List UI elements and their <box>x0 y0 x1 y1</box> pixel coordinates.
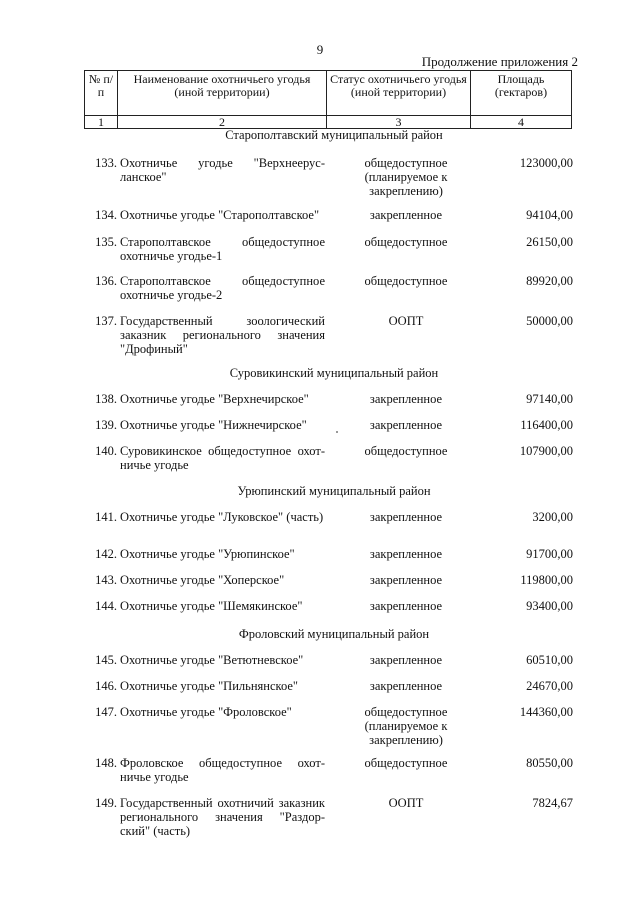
row-status: общедоступное (планируемое к закреплению) <box>364 156 448 198</box>
row-number: 149. <box>95 796 117 810</box>
row-name: Охотничье угодье "Нижнечирское" <box>120 418 307 432</box>
row-area: 107900,00 <box>519 444 573 458</box>
row-number: 142. <box>95 547 117 561</box>
row-status: ООПТ <box>388 314 424 328</box>
row-name: Государственный охотничий заказник регионального значения "Раздор-ский" (часть) <box>120 796 325 838</box>
row-name: Охотничье угодье "Верхнеерус-ланское" <box>120 156 325 184</box>
district-heading: Старополтавский муниципальный район <box>225 128 443 142</box>
row-area: 89920,00 <box>526 274 573 288</box>
row-name: Суровикинское общедоступное охот-ничье угодье <box>120 444 325 472</box>
row-status: общедоступное <box>364 274 448 288</box>
row-status: общедоступное <box>364 756 448 770</box>
row-area: 123000,00 <box>519 156 573 170</box>
row-area: 97140,00 <box>526 392 573 406</box>
row-status: закрепленное <box>369 418 443 432</box>
row-name: Охотничье угодье "Пильнянское" <box>120 679 299 693</box>
row-name: Старополтавское общедоступное охотничье угодье-1 <box>120 235 325 263</box>
row-status: закрепленное <box>369 679 443 693</box>
row-area: 50000,00 <box>526 314 573 328</box>
row-status: закрепленное <box>369 510 443 524</box>
row-area: 7824,67 <box>532 796 573 810</box>
row-area: 93400,00 <box>526 599 573 613</box>
header-col-index-3: 3 <box>327 116 471 129</box>
row-name: Старополтавское общедоступное охотничье угодье-2 <box>120 274 325 302</box>
district-heading: Урюпинский муниципальный район <box>237 484 431 498</box>
header-col-index-2: 2 <box>118 116 327 129</box>
row-name: Охотничье угодье "Ветютневское" <box>120 653 304 667</box>
continuation-note: Продолжение приложения 2 <box>421 54 578 69</box>
row-number: 144. <box>95 599 117 613</box>
row-status: закрепленное <box>369 208 443 222</box>
district-heading: Фроловский муниципальный район <box>238 627 430 641</box>
row-number: 133. <box>95 156 117 170</box>
scan-speck <box>336 431 338 433</box>
row-area: 116400,00 <box>520 418 573 432</box>
row-status: общедоступное (планируемое к закреплению) <box>364 705 448 747</box>
row-number: 146. <box>95 679 117 693</box>
header-col-index-4: 4 <box>471 116 572 129</box>
row-number: 135. <box>95 235 117 249</box>
row-area: 94104,00 <box>526 208 573 222</box>
row-number: 145. <box>95 653 117 667</box>
row-area: 26150,00 <box>526 235 573 249</box>
row-number: 148. <box>95 756 117 770</box>
row-number: 134. <box>95 208 117 222</box>
row-status: закрепленное <box>369 653 443 667</box>
header-col-index-1: 1 <box>85 116 118 129</box>
row-area: 119800,00 <box>520 573 573 587</box>
row-name: Охотничье угодье "Верхнечирское" <box>120 392 309 406</box>
row-number: 141. <box>95 510 117 524</box>
row-status: общедоступное <box>364 444 448 458</box>
table-header <box>84 70 572 129</box>
header-name: Наименование охотничьего угодья (иной территории) <box>118 71 327 116</box>
row-name: Охотничье угодье "Урюпинское" <box>120 547 295 561</box>
header-area: Площадь (гектаров) <box>471 71 572 116</box>
row-number: 137. <box>95 314 117 328</box>
row-name: Охотничье угодье "Шемякинское" <box>120 599 303 613</box>
row-name: Охотничье угодье "Хоперское" <box>120 573 285 587</box>
row-name: Охотничье угодье "Фроловское" <box>120 705 292 719</box>
row-status: закрепленное <box>369 392 443 406</box>
row-name: Фроловское общедоступное охот-ничье угодье <box>120 756 325 784</box>
row-status: общедоступное <box>364 235 448 249</box>
row-area: 3200,00 <box>532 510 573 524</box>
row-number: 143. <box>95 573 117 587</box>
row-number: 136. <box>95 274 117 288</box>
row-status: закрепленное <box>369 573 443 587</box>
row-number: 147. <box>95 705 117 719</box>
row-name: Охотничье угодье "Луковское" (часть) <box>120 510 324 524</box>
row-area: 80550,00 <box>526 756 573 770</box>
row-area: 24670,00 <box>526 679 573 693</box>
page-number: 9 <box>316 42 324 57</box>
row-area: 144360,00 <box>519 705 573 719</box>
row-status: закрепленное <box>369 599 443 613</box>
row-area: 60510,00 <box>526 653 573 667</box>
row-number: 140. <box>95 444 117 458</box>
header-status: Статус охотничьего угодья (иной территории) <box>327 71 471 116</box>
row-name: Охотничье угодье "Старополтавское" <box>120 208 320 222</box>
row-status: ООПТ <box>388 796 424 810</box>
district-heading: Суровикинский муниципальный район <box>229 366 439 380</box>
row-status: закрепленное <box>369 547 443 561</box>
row-name: Государственный зоологический заказник регионального значения "Дрофиный" <box>120 314 325 356</box>
row-number: 138. <box>95 392 117 406</box>
header-number: № п/п <box>85 71 118 116</box>
row-area: 91700,00 <box>526 547 573 561</box>
row-number: 139. <box>95 418 117 432</box>
